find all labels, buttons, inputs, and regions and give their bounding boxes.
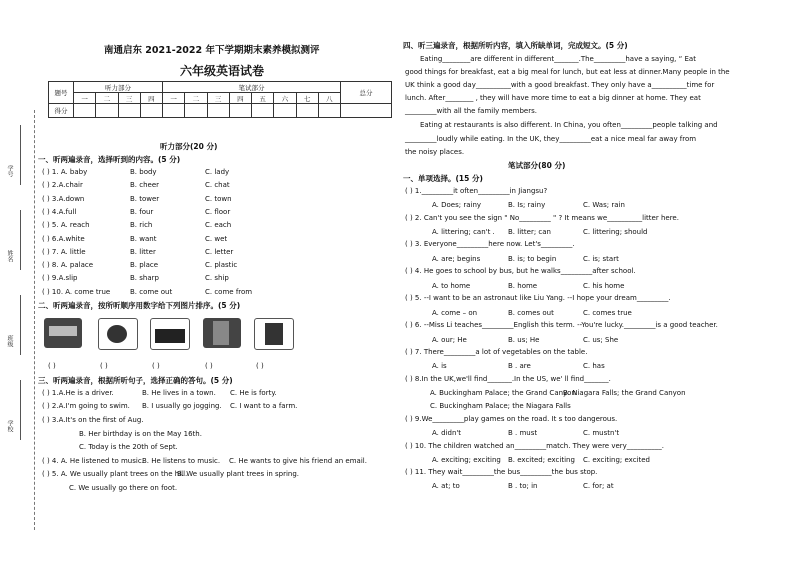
option-b: B. litter; can: [508, 228, 551, 236]
option-c: C. has: [583, 362, 605, 370]
option-a: A. are; begins: [432, 255, 481, 263]
section-1-title: 一、听两遍录音，选择听到的内容。(5 分): [38, 155, 181, 164]
option-c: C. littering; should: [583, 228, 648, 236]
listening-header: 听力部分(20 分): [160, 142, 218, 151]
margin-blank-1: [20, 125, 21, 185]
score-table-group-listening: 听力部分: [74, 82, 163, 93]
listen-q3-item[interactable]: ( ) 3.A.It's on the first of Aug.: [42, 416, 144, 424]
option-a: A. come – on: [432, 309, 478, 317]
passage-line: _________with all the family members.: [405, 107, 537, 115]
written-section-1-title: 一、单项选择。(15 分): [403, 174, 483, 183]
mc-question[interactable]: ( ) 3. Everyone_________here now. Let's_________.: [405, 240, 575, 248]
mc-question[interactable]: ( ) 8.In the UK,we'll find_______.In the US, we' ll find_______.: [405, 375, 611, 383]
option-c: C. lady: [205, 168, 230, 176]
listen-q1-item[interactable]: ( ) 9.A.slip: [42, 274, 78, 283]
option-c: C. Buckingham Palace; the Niagara Falls: [430, 402, 571, 410]
option-c: C. plastic: [205, 261, 238, 270]
mc-question[interactable]: ( ) 2. Can't you see the sign " No_________ " ? It means we__________litter here.: [405, 214, 679, 222]
option-b: B. cheer: [130, 181, 160, 190]
passage-line: _________loudly while eating. In the UK, they_________eat a nice meal far away from: [405, 135, 697, 143]
picture-5-icon: [254, 318, 294, 350]
picture-2-icon: [98, 318, 138, 350]
option-b: B. He lives in a town.: [142, 389, 216, 397]
score-col: 四: [229, 93, 251, 104]
listen-q3-item[interactable]: ( ) 5. A. We usually plant trees on the hill.: [42, 470, 188, 478]
listen-q1-item[interactable]: ( ) 8. A. palace: [42, 261, 94, 270]
option-c: C. He is forty.: [230, 389, 277, 397]
score-col: 三: [207, 93, 229, 104]
option-c: C. He wants to give his friend an email.: [229, 457, 367, 465]
margin-blank-4: [20, 380, 21, 440]
listen-q1-item[interactable]: ( ) 2.A.chair: [42, 181, 83, 190]
passage-line: good things for breakfast, eat a big meal for lunch, but eat less at dinner.Many people in the: [405, 68, 730, 76]
option-b: B . to; in: [508, 482, 538, 490]
passage-line: UK think a good day__________with a good breakfast. They only have a__________time for: [405, 81, 715, 89]
option-c: C. chat: [205, 181, 230, 190]
option-b: B . must: [508, 429, 538, 437]
option-a: A. to home: [432, 282, 471, 290]
option-a: A. at; to: [432, 482, 460, 490]
option-c: C. comes true: [583, 309, 632, 317]
option-c: C. exciting; excited: [583, 456, 650, 464]
option-b: B. We usually plant trees in spring.: [177, 470, 300, 478]
option-b: B. tower: [130, 194, 160, 203]
option-b: B. want: [130, 234, 157, 243]
option-b: B. sharp: [130, 274, 159, 283]
mc-question[interactable]: ( ) 4. He goes to school by bus, but he walks_________after school.: [405, 267, 636, 275]
listen-q1-item[interactable]: ( ) 5. A. reach: [42, 221, 90, 230]
passage-line: lunch. After________ , they will have more time to eat a big dinner at home. They eat: [405, 94, 701, 102]
passage-line: Eating at restaurants is also different. In China, you often_________people talking and: [420, 121, 718, 129]
passage-line: Eating________are different in different_______.The_________have a saying, “ Eat: [420, 55, 696, 63]
option-b: B. home: [508, 282, 538, 290]
score-col: 八: [318, 93, 340, 104]
listen-q1-item[interactable]: ( ) 7. A. little: [42, 247, 86, 256]
picture-3-bracket[interactable]: ( ): [152, 362, 160, 370]
picture-4-bracket[interactable]: ( ): [205, 362, 213, 370]
listen-q3-item[interactable]: C. We usually go there on foot.: [69, 484, 178, 492]
option-c: C. for; at: [583, 482, 614, 490]
section-3-title: 三、听两遍录音，根据所听句子，选择正确的答句。(5 分): [38, 376, 233, 385]
passage-line: the noisy places.: [405, 148, 465, 156]
listen-q1-item[interactable]: ( ) 3.A.down: [42, 194, 85, 203]
option-c: C. each: [205, 221, 232, 230]
picture-3-icon: [150, 318, 190, 350]
score-cell[interactable]: [96, 104, 118, 118]
option-c: C. town: [205, 194, 232, 203]
exam-title: 南通启东 2021-2022 年下学期期末素养模拟测评: [104, 45, 320, 56]
mc-question[interactable]: ( ) 7. There_________a lot of vegetables on the table.: [405, 348, 588, 356]
option-b: B. litter: [130, 247, 156, 256]
mc-question[interactable]: ( ) 1._________it often_________in Jiangsu?: [405, 187, 548, 195]
listen-q1-item[interactable]: ( ) 10. A. come true: [42, 287, 111, 296]
score-cell[interactable]: [252, 104, 274, 118]
listen-q1-item[interactable]: ( ) 4.A.full: [42, 207, 77, 216]
option-c: C. us; She: [583, 336, 619, 344]
listen-q3-item[interactable]: ( ) 1.A.He is a driver.: [42, 389, 114, 397]
option-b: B. come out: [130, 287, 173, 296]
picture-1-bracket[interactable]: ( ): [48, 362, 56, 370]
listen-q3-item[interactable]: ( ) 4. A. He listened to music.: [42, 457, 144, 465]
option-a: A. our; He: [432, 336, 467, 344]
option-c: C. Was; rain: [583, 201, 625, 209]
option-b: B. four: [130, 207, 154, 216]
picture-5-bracket[interactable]: ( ): [256, 362, 264, 370]
score-cell[interactable]: [118, 104, 140, 118]
option-a: A. Buckingham Palace; the Grand Canyon: [430, 389, 576, 397]
option-b: B. us; He: [508, 336, 540, 344]
option-c: C. his home: [583, 282, 625, 290]
option-a: A. littering; can't .: [432, 228, 495, 236]
option-b: B. He listens to music.: [142, 457, 221, 465]
option-c: C. mustn't: [583, 429, 620, 437]
score-cell[interactable]: [318, 104, 340, 118]
option-c: C. ship: [205, 274, 229, 283]
option-c: C. wet: [205, 234, 228, 243]
margin-label-school: 学校: [6, 420, 13, 432]
score-cell[interactable]: [163, 104, 185, 118]
score-cell[interactable]: [185, 104, 207, 118]
score-table-group-written: 笔试部分: [163, 82, 341, 93]
option-a: A. exciting; exciting: [432, 456, 501, 464]
score-cell[interactable]: [341, 104, 392, 118]
score-cell[interactable]: [296, 104, 318, 118]
listen-q1-item[interactable]: ( ) 6.A.white: [42, 234, 85, 243]
margin-blank-3: [20, 295, 21, 355]
option-b: B. body: [130, 168, 157, 176]
score-table-label-items: 题号: [49, 82, 74, 104]
picture-1-icon: [44, 318, 82, 348]
option-b: B. Niagara Falls; the Grand Canyon: [563, 389, 686, 397]
listen-q3-item[interactable]: C. Today is the 20th of Sept.: [79, 443, 178, 451]
score-table-total: 总分: [341, 82, 392, 104]
mc-question[interactable]: ( ) 10. The children watched an_________match. They were very__________.: [405, 442, 665, 450]
mc-question[interactable]: ( ) 5. --I want to be an astronaut like Liu Yang. --I hope your dream_________.: [405, 294, 671, 302]
listen-q3-item[interactable]: B. Her birthday is on the May 16th.: [79, 430, 202, 438]
option-b: B. is; to begin: [508, 255, 557, 263]
margin-blank-2: [20, 210, 21, 270]
option-c: C. I want to a farm.: [230, 402, 298, 410]
option-c: C. letter: [205, 247, 234, 256]
score-cell[interactable]: [74, 104, 96, 118]
score-col: 七: [296, 93, 318, 104]
option-b: B. I usually go jogging.: [142, 402, 222, 410]
listen-q1-item[interactable]: ( ) 1. A. baby: [42, 168, 88, 176]
score-col: 二: [185, 93, 207, 104]
option-c: C. is; start: [583, 255, 619, 263]
score-cell[interactable]: [207, 104, 229, 118]
margin-label-name: 姓名: [6, 250, 13, 262]
margin-label-class: 班级: [6, 335, 13, 347]
picture-2-bracket[interactable]: ( ): [100, 362, 108, 370]
score-cell[interactable]: [229, 104, 251, 118]
option-b: B. place: [130, 261, 159, 270]
mc-question[interactable]: ( ) 11. They wait_________the bus_________the bus stop.: [405, 468, 598, 476]
option-a: A. didn't: [432, 429, 462, 437]
exam-subtitle: 六年级英语试卷: [180, 64, 265, 78]
option-a: A. is: [432, 362, 447, 370]
score-cell[interactable]: [274, 104, 296, 118]
written-header: 笔试部分(80 分): [508, 161, 566, 170]
score-table: [48, 81, 392, 118]
listen-q3-item[interactable]: ( ) 2.A.I'm going to swim.: [42, 402, 130, 410]
score-col: 二: [96, 93, 118, 104]
option-b: B . are: [508, 362, 531, 370]
score-col: 一: [74, 93, 96, 104]
option-c: C. come from: [205, 287, 253, 296]
option-b: B. excited; exciting: [508, 456, 575, 464]
option-b: B. comes out: [508, 309, 554, 317]
score-col: 三: [118, 93, 140, 104]
option-c: C. floor: [205, 207, 231, 216]
option-b: B. Is; rainy: [508, 201, 546, 209]
score-cell[interactable]: [140, 104, 162, 118]
score-table-label-score: 得分: [49, 104, 74, 118]
mc-question[interactable]: ( ) 9.We_________play games on the road. It s too dangerous.: [405, 415, 618, 423]
score-col: 五: [252, 93, 274, 104]
score-col: 六: [274, 93, 296, 104]
score-col: 一: [163, 93, 185, 104]
option-a: A. Does; rainy: [432, 201, 482, 209]
section-4-title: 四、听三遍录音，根据所听内容，填入所缺单词，完成短文。(5 分): [403, 41, 628, 50]
score-col: 四: [140, 93, 162, 104]
section-2-title: 二、听两遍录音，按所听顺序用数字给下列图片排序。(5 分): [38, 301, 241, 310]
margin-label-student-id: 学号: [6, 165, 13, 177]
binding-line: [34, 110, 35, 530]
mc-question[interactable]: ( ) 6. --Miss Li teaches_________English this term. --You're lucky._________is a good teacher.: [405, 321, 718, 329]
picture-4-icon: [203, 318, 241, 348]
option-b: B. rich: [130, 221, 153, 230]
